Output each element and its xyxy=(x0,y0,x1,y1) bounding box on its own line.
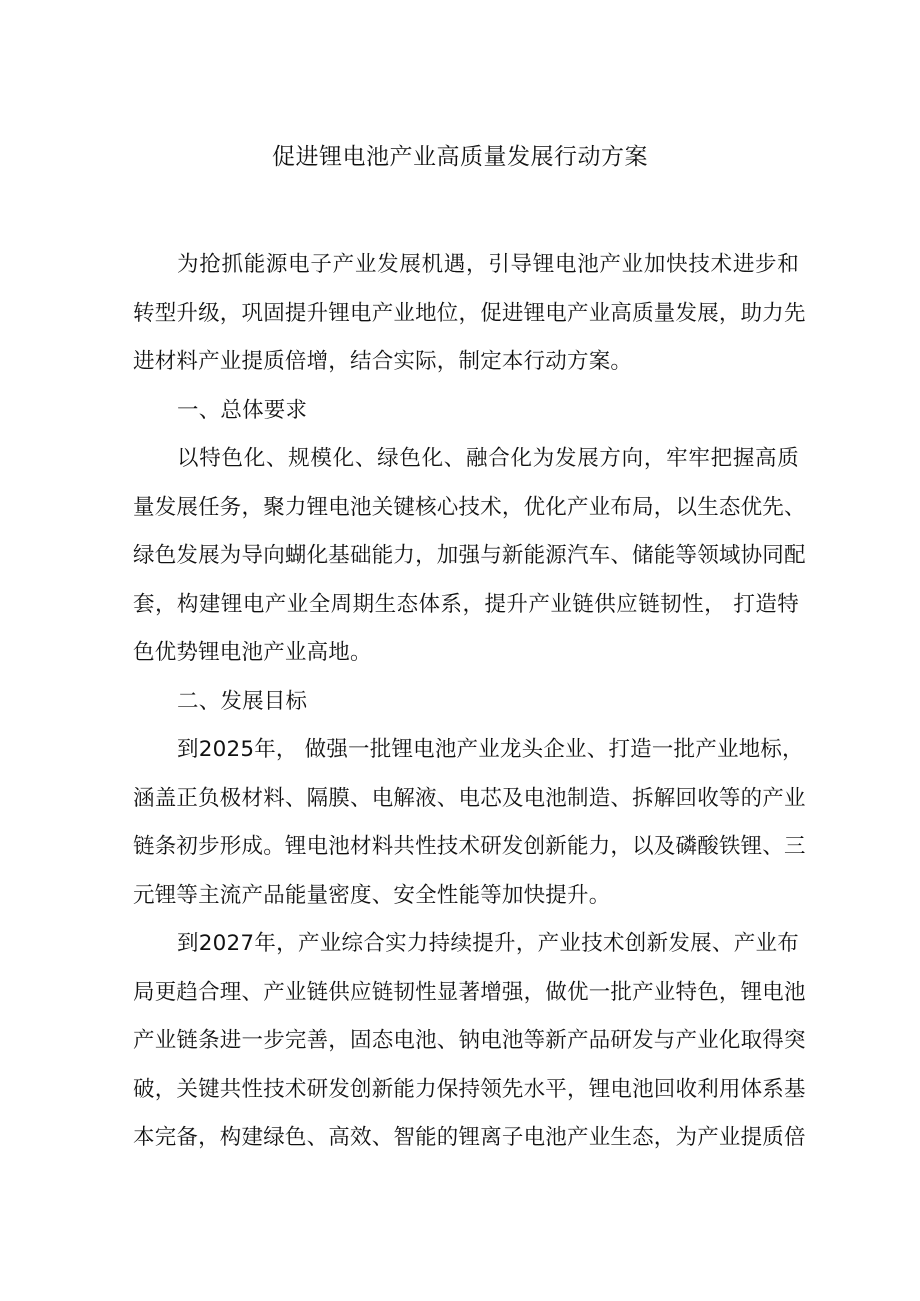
paragraph-line: 绿色发展为导向蝴化基础能力，加强与新能源汽车、储能等领域协同配 xyxy=(133,543,806,568)
paragraph-line: 套，构建锂电产业全周期生态体系，提升产业链供应链韧性， 打造特 xyxy=(133,591,799,617)
paragraph-line: 为抢抓能源电子产业发展机遇，引导锂电池产业加快技术进步和 xyxy=(177,252,799,277)
paragraph-line: 本完备，构建绿色、高效、智能的锂离子电池产业生态，为产业提质倍 xyxy=(133,1125,806,1150)
section-heading: 一、总体要求 xyxy=(177,397,308,423)
paragraph-line: 产业链条进一步完善，固态电池、钠电池等新产品研发与产业化取得突 xyxy=(133,1028,806,1053)
paragraph-line: 以特色化、规模化、绿色化、融合化为发展方向，牢牢把握高质 xyxy=(177,446,799,471)
paragraph-line: 局更趋合理、产业链供应链韧性显著增强，做优一批产业特色，锂电池 xyxy=(133,979,806,1005)
paragraph-line: 色优势锂电池产业高地。 xyxy=(133,640,372,665)
paragraph-line: 转型升级，巩固提升锂电产业地位，促进锂电产业高质量发展，助力先 xyxy=(133,300,806,326)
paragraph-line: 进材料产业提质倍增，结合实际，制定本行动方案。 xyxy=(133,349,633,374)
document-title: 促进锂电池产业高质量发展行动方案 xyxy=(272,144,648,170)
paragraph-line: 破，关键共性技术研发创新能力保持领先水平，锂电池回收利用体系基 xyxy=(133,1076,806,1102)
document-body xyxy=(133,241,806,1163)
paragraph-line: 到2027年，产业综合实力持续提升，产业技术创新发展、产业布 xyxy=(177,931,799,956)
paragraph-line: 元锂等主流产品能量密度、安全性能等加快提升。 xyxy=(133,882,611,908)
paragraph-line: 量发展任务，聚力锂电池关键核心技术，优化产业布局，以生态优先、 xyxy=(133,494,806,520)
section-heading: 二、发展目标 xyxy=(177,688,308,714)
paragraph-line: 链条初步形成。锂电池材料共性技术研发创新能力，以及磷酸铁锂、三 xyxy=(133,834,806,859)
paragraph-line: 到2025年， 做强一批锂电池产业龙头企业、打造一批产业地标， xyxy=(177,737,804,762)
paragraph-line: 涵盖正负极材料、隔膜、电解液、电芯及电池制造、拆解回收等的产业 xyxy=(133,785,806,811)
